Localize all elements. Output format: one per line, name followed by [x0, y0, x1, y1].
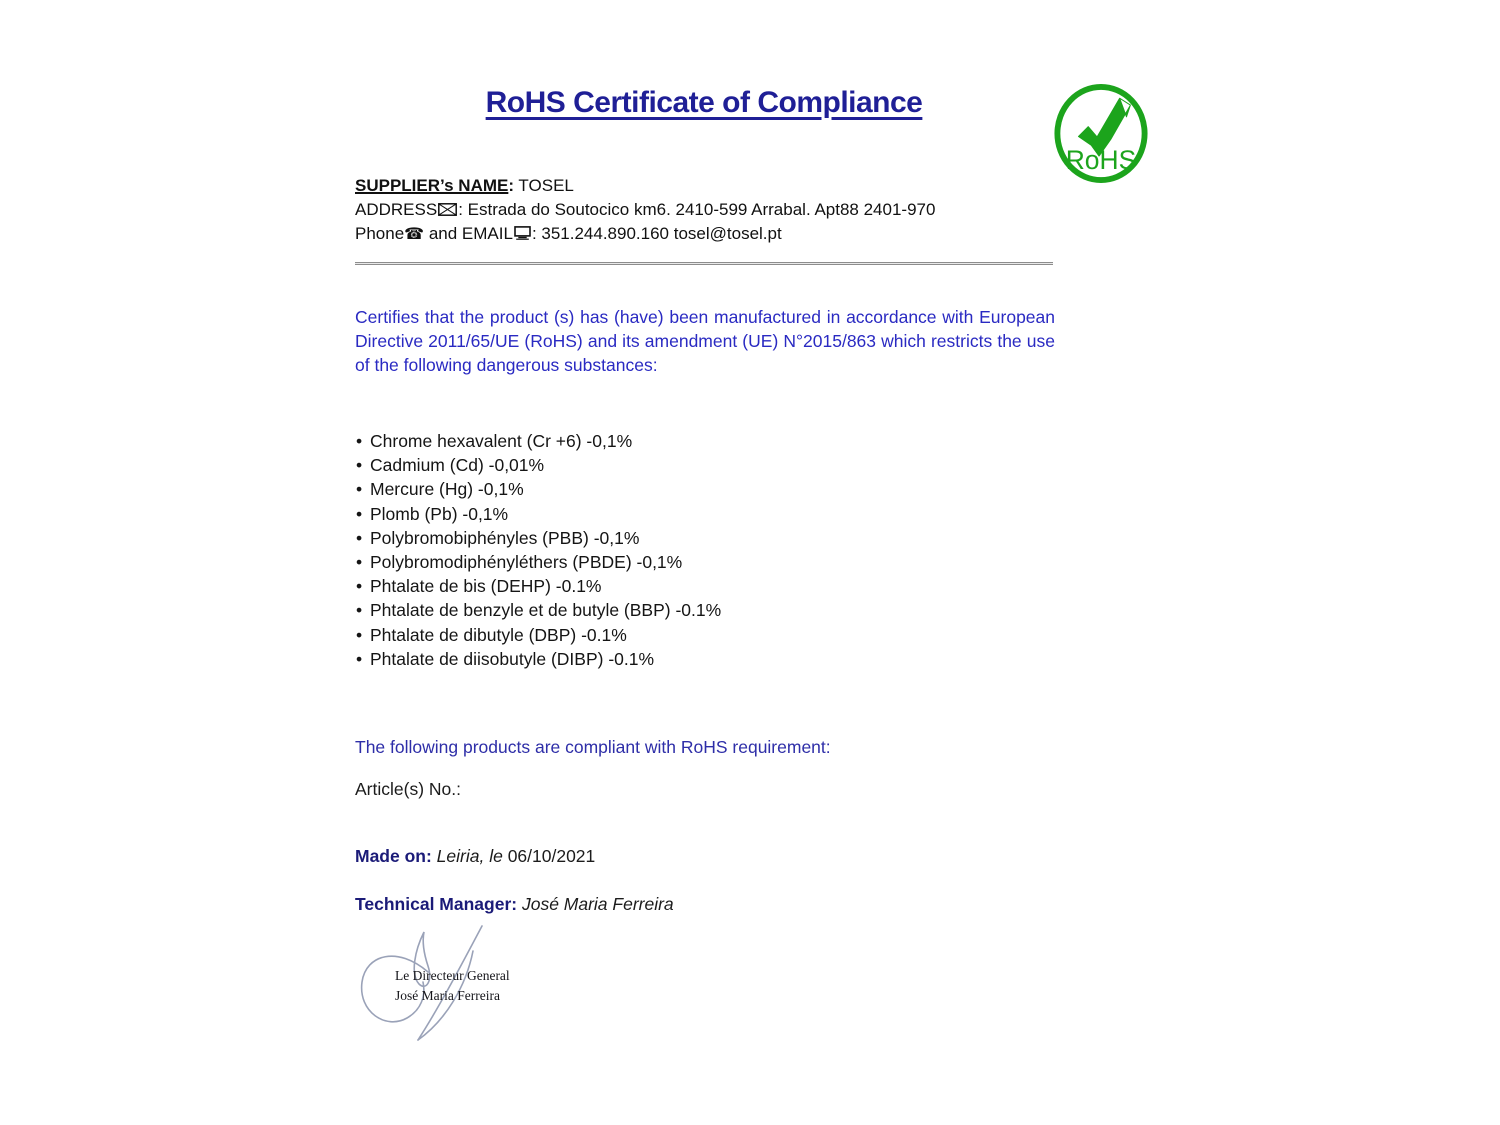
- supplier-name-value: TOSEL: [514, 176, 574, 195]
- supplier-address-line: [355, 198, 1053, 222]
- substance-item: • Mercure (Hg) -0,1%: [356, 477, 1054, 501]
- substance-item: • Plomb (Pb) -0,1%: [356, 502, 1054, 526]
- substance-item: • Cadmium (Cd) -0,01%: [356, 453, 1054, 477]
- made-on-place: Leiria, le: [431, 846, 508, 866]
- substance-item: • Polybromobiphényles (PBB) -0,1%: [356, 526, 1054, 550]
- signature-title: Le Directeur General: [395, 968, 510, 983]
- section-divider: [355, 262, 1053, 265]
- supplier-name-line: [355, 174, 1053, 198]
- signature-text-block: [395, 966, 510, 1006]
- rohs-logo-label: RoHS: [1065, 144, 1137, 175]
- made-on-label: Made on:: [355, 846, 432, 866]
- address-label: ADDRESS: [355, 200, 438, 219]
- certification-paragraph: Certifies that the product (s) has (have) been manufactured in accordance with European Directive 2011/65/UE (RoHS) and its amendment (UE) N°2015/863 which restricts the use of the following dangerous substances:: [355, 307, 1055, 375]
- substance-item: • Phtalate de diisobutyle (DIBP) -0.1%: [356, 647, 1054, 671]
- supplier-name-label: SUPPLIER’s NAME: [355, 176, 509, 195]
- substance-item: • Polybromodiphényléthers (PBDE) -0,1%: [356, 550, 1054, 574]
- substance-item: • Phtalate de dibutyle (DBP) -0.1%: [356, 623, 1054, 647]
- substance-item: • Phtalate de benzyle et de butyle (BBP) -0.1%: [356, 598, 1054, 622]
- supplier-name-colon: :: [508, 176, 515, 195]
- articles-label: Article(s) No.:: [355, 779, 461, 799]
- technical-manager-label: Technical Manager:: [355, 894, 518, 914]
- and-email-label: and EMAIL: [424, 224, 513, 243]
- substance-item: • Chrome hexavalent (Cr +6) -0,1%: [356, 429, 1054, 453]
- page-title: RoHS Certificate of Compliance: [485, 86, 923, 119]
- title-wrap: [355, 86, 1053, 120]
- substance-item: • Phtalate de bis (DEHP) -0.1%: [356, 574, 1054, 598]
- phone-label: Phone: [355, 224, 405, 243]
- supplier-contact-line: [355, 222, 1053, 246]
- address-value: : Estrada do Soutocico km6. 2410-599 Arrabal. Apt88 2401-970: [458, 200, 936, 219]
- computer-icon: [514, 226, 531, 240]
- phone-email-value: : 351.244.890.160 tosel@tosel.pt: [531, 224, 782, 243]
- compliance-statement: The following products are compliant with RoHS requirement:: [355, 737, 831, 757]
- signature-name: José Maria Ferreira: [395, 988, 500, 1003]
- substances-list: [356, 429, 1054, 671]
- made-on-date: 06/10/2021: [507, 846, 596, 866]
- envelope-icon: [438, 203, 457, 216]
- made-on-line: [355, 846, 1053, 867]
- rohs-logo-icon: [1052, 82, 1150, 185]
- technical-manager-name: José Maria Ferreira: [517, 894, 674, 914]
- technical-manager-line: [355, 894, 1053, 915]
- phone-icon: ☎: [404, 224, 425, 243]
- supplier-block: [355, 174, 1053, 246]
